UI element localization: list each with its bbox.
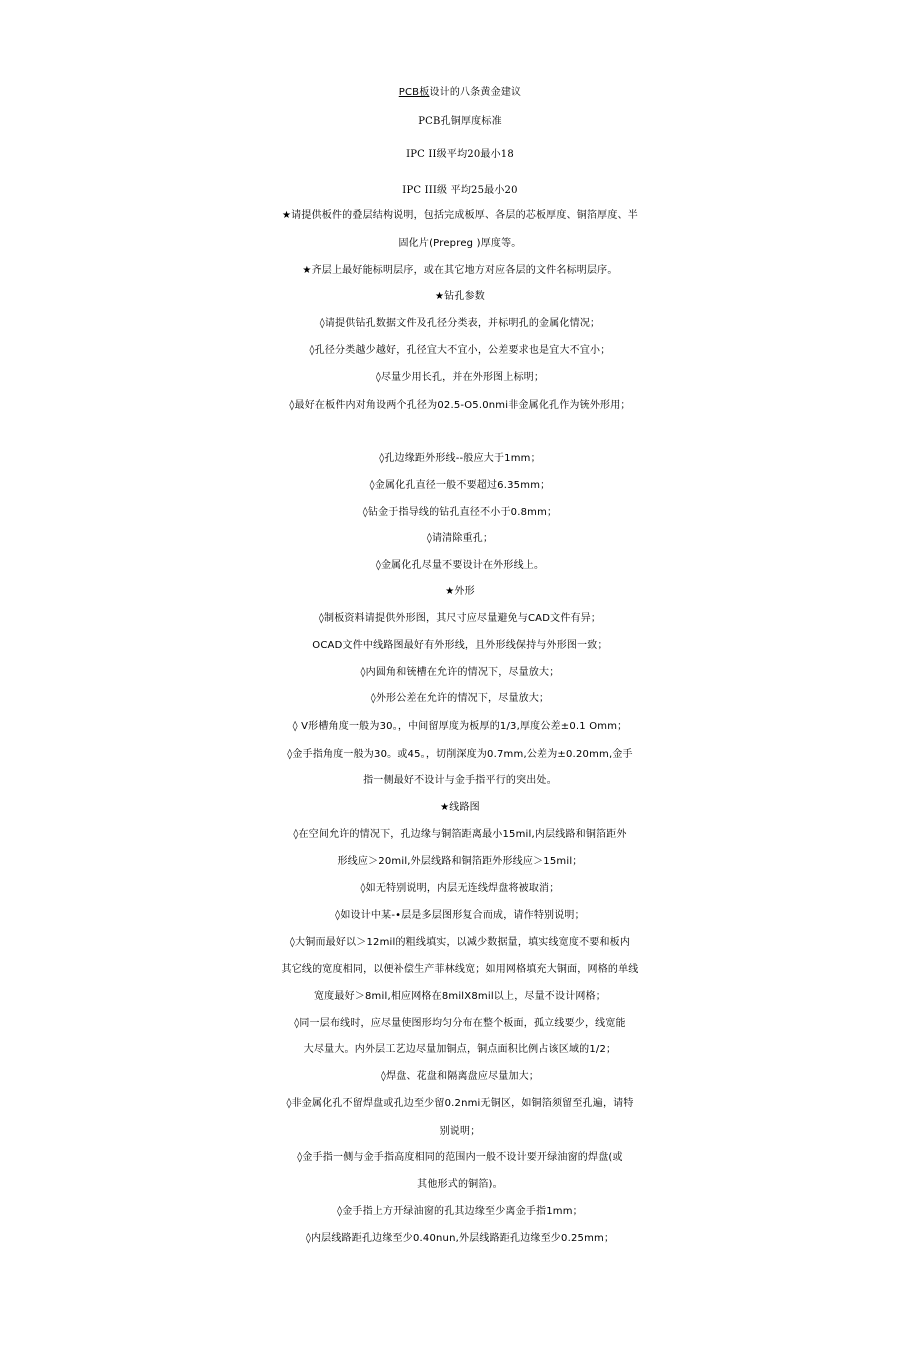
text-line: 别说明； <box>439 1126 481 1137</box>
section-heading-circuit: ★线路图 <box>440 802 480 813</box>
text-line: ◊金属化孔直径一般不要超过6.35mm； <box>369 480 551 491</box>
section-heading-drilling: ★钻孔参数 <box>435 291 485 302</box>
text-line: 宽度最好＞8mil,相应网格在8milX8mil以上，尽量不设计网格； <box>313 991 606 1002</box>
text-line: ◊钻金于指导线的钻孔直径不小于0.8mm； <box>362 507 558 518</box>
text-line: ◊在空间允许的情况下，孔边缘与铜箔距离最小15mil,内层线路和铜箔距外 <box>293 829 627 840</box>
text-line: OCAD文件中线路图最好有外形线，且外形线保持与外形图一致； <box>312 640 608 651</box>
text-line: ◊ V形槽角度一般为30。，中间留厚度为板厚的1/3,厚度公差±0.1 Omm； <box>292 721 628 732</box>
text-line: 大尽量大。内外层工艺边尽量加铜点，铜点面积比例占该区域的1/2； <box>303 1044 617 1055</box>
text-line: ◊非金属化孔不留焊盘或孔边至少留0.2nmi无铜区，如铜箔须留至孔遍，请特 <box>286 1098 634 1109</box>
text-line: 其他形式的铜箔)。 <box>417 1179 503 1190</box>
text-line: 固化片(Prepreg )厚度等。 <box>398 238 522 249</box>
ipc-class-2-line: IPC II级平均20最小18 <box>406 149 514 160</box>
text-line: ◊金属化孔尽量不要设计在外形线上。 <box>375 560 545 571</box>
section-heading-outline: ★外形 <box>445 586 475 597</box>
text-line: 指一侧最好不设计与金手指平行的突出处。 <box>363 775 557 786</box>
text-line: ◊内层线路距孔边缘至少0.40nun,外层线路距孔边缘至少0.25mm； <box>305 1233 615 1244</box>
text-line: ◊请清除重孔； <box>426 533 494 544</box>
text-line: ◊焊盘、花盘和隔离盘应尽量加大； <box>380 1071 540 1082</box>
title-pcb: PCB板 <box>398 87 430 98</box>
text-line: ◊最好在板件内对角设两个孔径为02.5-O5.0nmi非金属化孔作为铳外形用； <box>289 400 631 411</box>
text-line: ◊如无特别说明，内层无连线焊盘将被取消； <box>360 883 560 894</box>
title-rest: 设计的八条黄金建议 <box>429 87 522 98</box>
text-line: ◊金手指角度一般为30。或45。，切削深度为0.7mm,公差为±0.20mm,金手 <box>287 749 633 760</box>
subtitle-copper-thickness: PCB孔铜厚度标准 <box>418 116 502 127</box>
text-line: ◊同一层布线时，应尽量使图形均匀分布在整个板面，孤立线要少，线宽能 <box>294 1018 626 1029</box>
text-line: ◊尽量少用长孔，并在外形图上标明； <box>375 372 545 383</box>
text-line: 其它线的宽度相同，以便补偿生产菲林线宽；如用网格填充大铜面，网格的单线 <box>281 964 639 975</box>
document-title <box>0 82 920 104</box>
text-line: ◊如设计中某-•层是多层图形复合而成，请作特别说明； <box>335 910 585 921</box>
text-line: ◊内圆角和铳槽在允许的情况下，尽量放大； <box>360 667 560 678</box>
text-line: ★请提供板件的叠层结构说明，包括完成板厚、各层的芯板厚度、铜箔厚度、半 <box>282 210 638 221</box>
text-line: ◊大铜而最好以＞12mil的粗线填实，以减少数据量，填实线宽度不要和板内 <box>289 937 631 948</box>
text-line: ★齐层上最好能标明层序，或在其它地方对应各层的文件名标明层序。 <box>302 265 618 276</box>
text-line: ◊制板资料请提供外形图，其尺寸应尽量避免与CAD文件有异； <box>318 613 602 624</box>
text-line: ◊外形公差在允许的情况下，尽量放大； <box>370 693 550 704</box>
ipc-class-3-line: IPC III级 平均25最小20 <box>402 185 518 196</box>
text-line: ◊请提供钻孔数据文件及孔径分类表，并标明孔的金属化情况； <box>319 318 601 329</box>
text-line: ◊金手指上方开绿油窗的孔其边缘至少离金手指1mm； <box>337 1206 583 1217</box>
text-line: ◊孔径分类越少越好，孔径宜大不宜小，公差要求也是宜大不宜小； <box>309 345 611 356</box>
text-line: ◊孔边缘距外形线--般应大于1mm； <box>379 453 541 464</box>
text-line: 形线应＞20mil,外层线路和铜箔距外形线应＞15mil； <box>337 856 583 867</box>
text-line: ◊金手指一侧与金手指高度相同的范围内一般不设计要开绿油窗的焊盘(或 <box>297 1152 623 1163</box>
